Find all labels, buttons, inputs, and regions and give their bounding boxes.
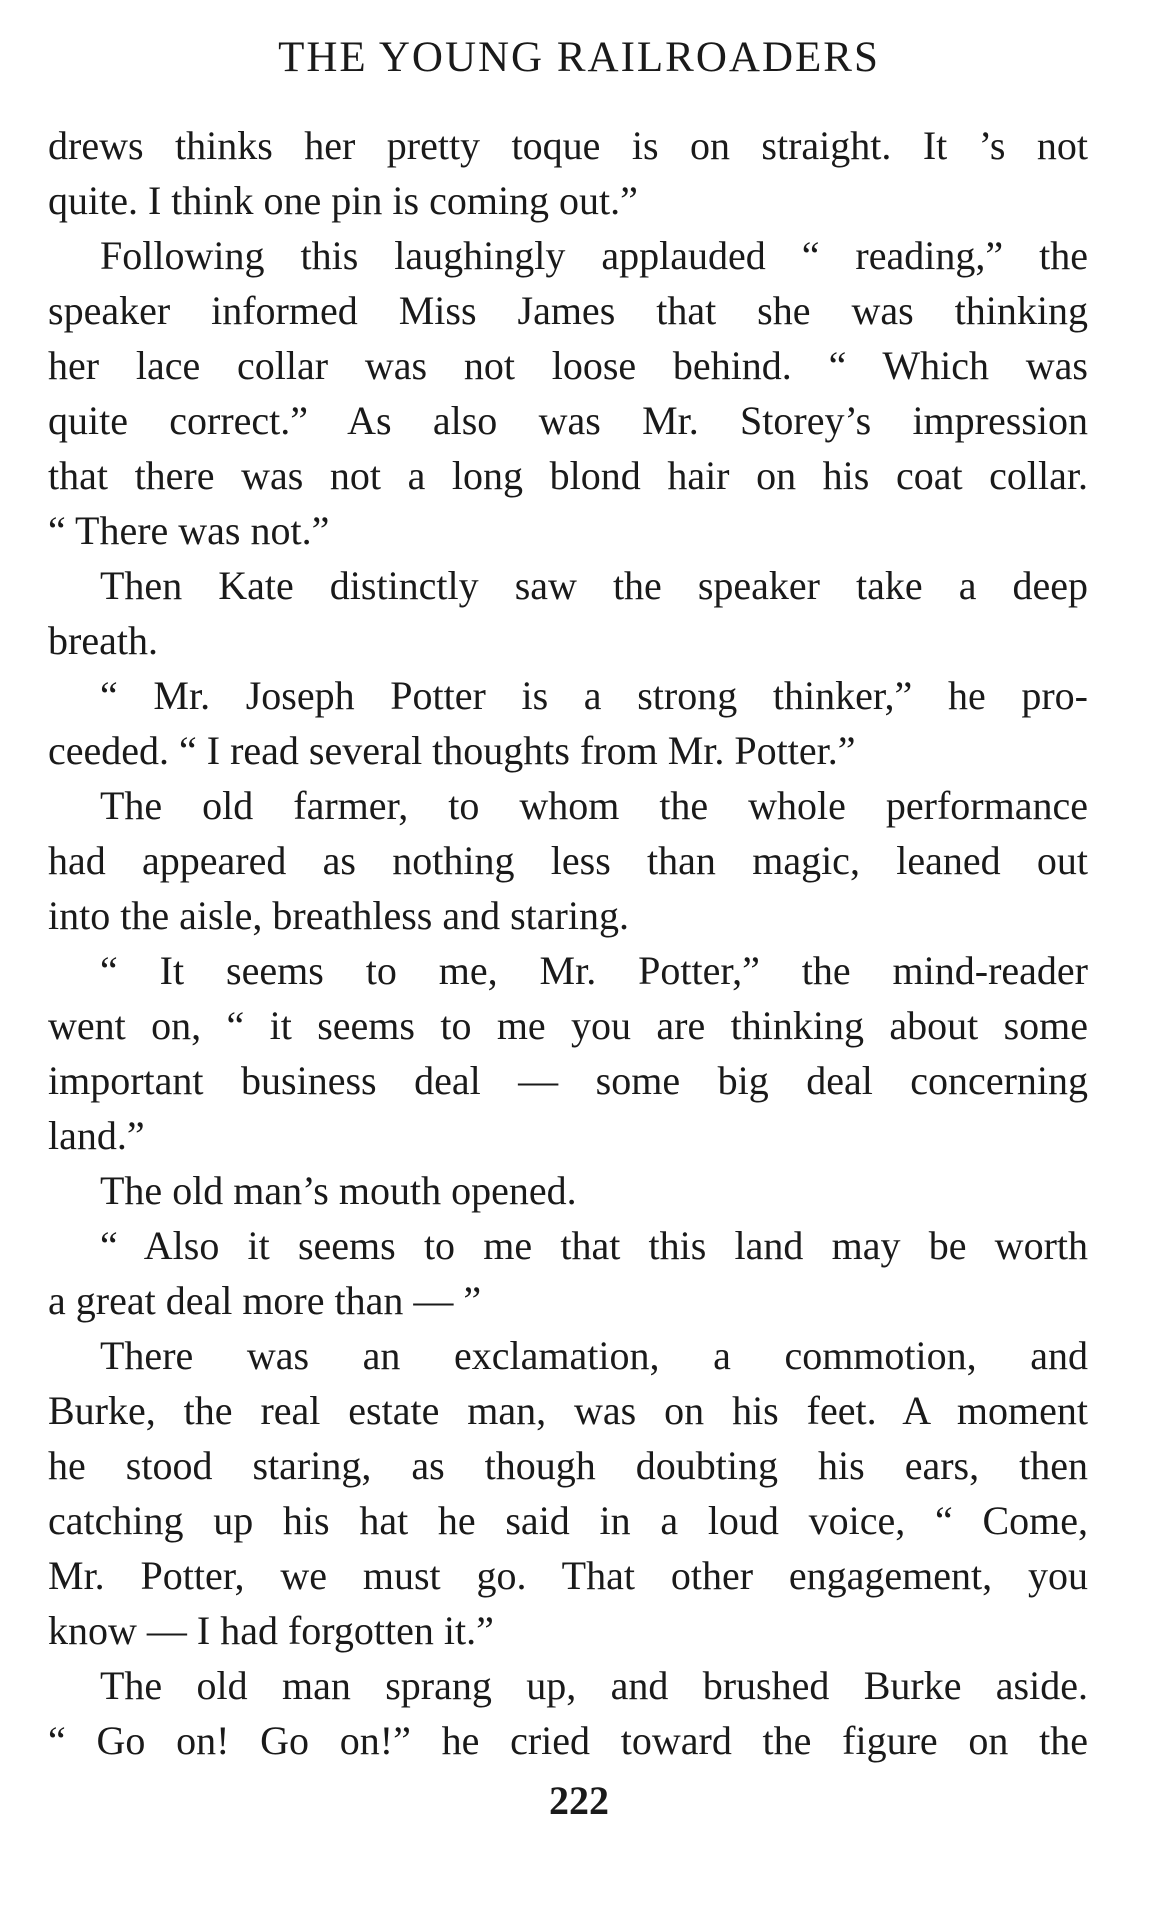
text-line: speaker informed Miss James that she was thinking bbox=[48, 288, 1088, 333]
text-line: had appeared as nothing less than magic, leaned out bbox=[48, 838, 1088, 883]
text-line: Mr. Potter, we must go. That other engagement, you bbox=[48, 1553, 1088, 1598]
text-line: that there was not a long blond hair on his coat collar. bbox=[48, 453, 1088, 498]
text-line: The old man’s mouth opened. bbox=[100, 1168, 577, 1213]
text-line: land.” bbox=[48, 1113, 145, 1158]
text-line: The old man sprang up, and brushed Burke aside. bbox=[100, 1663, 1088, 1708]
text-line: “ It seems to me, Mr. Potter,” the mind-reader bbox=[100, 948, 1088, 993]
text-line: he stood staring, as though doubting his ears, then bbox=[48, 1443, 1088, 1488]
text-line: Following this laughingly applauded “ reading,” the bbox=[100, 233, 1088, 278]
text-line: know — I had forgotten it.” bbox=[48, 1608, 494, 1653]
text-line: into the aisle, breathless and staring. bbox=[48, 893, 629, 938]
text-line: breath. bbox=[48, 618, 158, 663]
text-line: a great deal more than — ” bbox=[48, 1278, 482, 1323]
text-line: drews thinks her pretty toque is on straight. It ’s not bbox=[48, 123, 1088, 168]
body-text bbox=[48, 118, 1088, 1768]
page-number: 222 bbox=[549, 1778, 609, 1823]
text-line: The old farmer, to whom the whole performance bbox=[100, 783, 1088, 828]
text-line: quite. I think one pin is coming out.” bbox=[48, 178, 638, 223]
text-line: “ Go on! Go on!” he cried toward the figure on the bbox=[48, 1718, 1088, 1763]
text-line: There was an exclamation, a commotion, and bbox=[100, 1333, 1088, 1378]
running-head: THE YOUNG RAILROADERS bbox=[278, 34, 880, 81]
text-line: Burke, the real estate man, was on his feet. A moment bbox=[48, 1388, 1088, 1433]
text-line: her lace collar was not loose behind. “ Which was bbox=[48, 343, 1088, 388]
text-line: important business deal — some big deal concerning bbox=[48, 1058, 1088, 1103]
text-line: catching up his hat he said in a loud voice, “ Come, bbox=[48, 1498, 1088, 1543]
text-line: “ Mr. Joseph Potter is a strong thinker,” he pro- bbox=[100, 673, 1088, 718]
text-line: went on, “ it seems to me you are thinking about some bbox=[48, 1003, 1088, 1048]
text-line: Then Kate distinctly saw the speaker take a deep bbox=[100, 563, 1088, 608]
text-line: “ Also it seems to me that this land may be worth bbox=[100, 1223, 1088, 1268]
text-line: quite correct.” As also was Mr. Storey’s impression bbox=[48, 398, 1088, 443]
text-line: ceeded. “ I read several thoughts from Mr. Potter.” bbox=[48, 728, 856, 773]
text-line: “ There was not.” bbox=[48, 508, 330, 553]
